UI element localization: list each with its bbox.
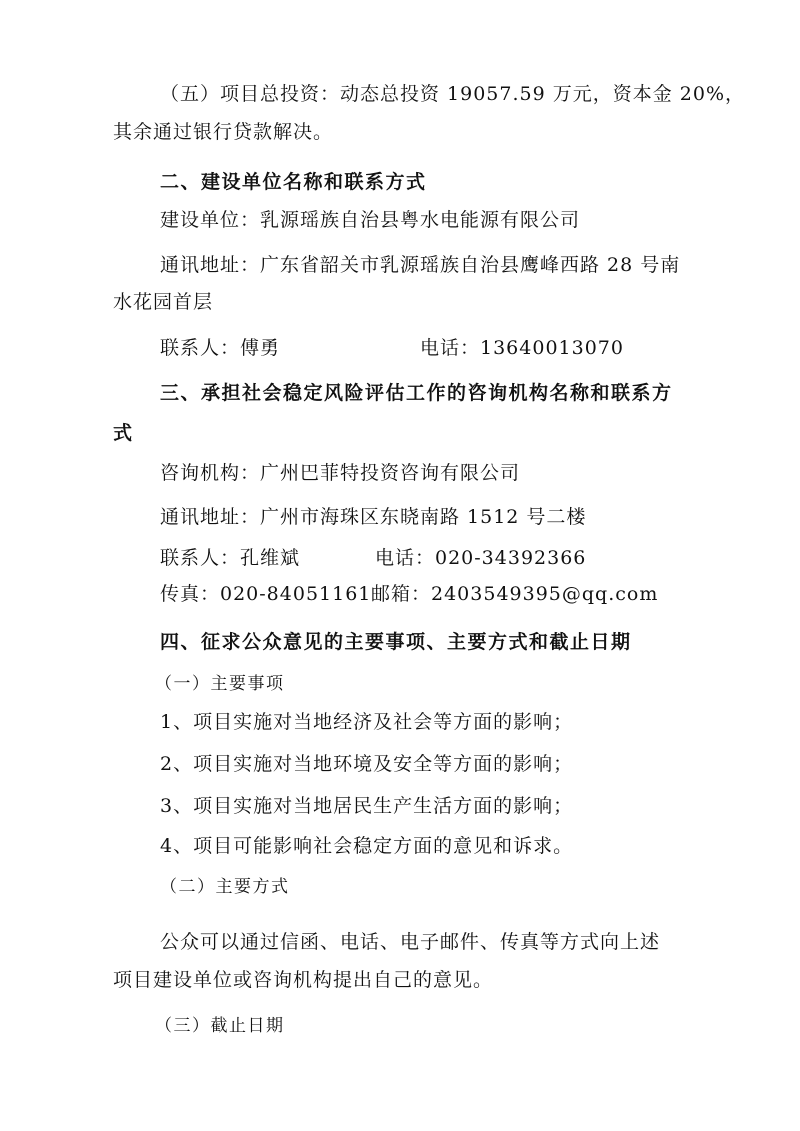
- method-line-2: 项目建设单位或咨询机构提出自己的意见。: [113, 969, 494, 991]
- list-item: 1、项目实施对当地经济及社会等方面的影响；: [160, 711, 574, 733]
- investment-line-2: 其余通过银行贷款解决。: [113, 121, 334, 143]
- method-line-1: 公众可以通过信函、电话、电子邮件、传真等方式向上述: [160, 931, 661, 953]
- section-2-heading: 二、建设单位名称和联系方式: [160, 171, 427, 193]
- unit-contact-person: 联系人：傅勇: [160, 337, 281, 359]
- agency-phone: 电话：020-34392366: [375, 547, 587, 569]
- subsection-main-items: （一）主要事项: [155, 674, 285, 694]
- list-item: 4、项目可能影响社会稳定方面的意见和诉求。: [160, 835, 574, 857]
- construction-unit: 建设单位：乳源瑶族自治县粤水电能源有限公司: [160, 209, 581, 231]
- list-item: 2、项目实施对当地环境及安全等方面的影响；: [160, 753, 574, 775]
- agency-contact-person: 联系人：孔维斌: [160, 547, 301, 569]
- section-3-heading-line-2: 式: [113, 422, 134, 444]
- unit-phone: 电话：13640013070: [420, 337, 624, 359]
- section-4-heading: 四、征求公众意见的主要事项、主要方式和截止日期: [160, 631, 632, 653]
- unit-address-line-2: 水花园首层: [113, 291, 214, 313]
- subsection-main-methods: （二）主要方式: [160, 877, 290, 897]
- investment-line-1: （五）项目总投资：动态总投资 19057.59 万元，资本金 20%，: [160, 83, 746, 105]
- agency-fax: 传真：020-84051161: [160, 583, 372, 605]
- section-3-heading-line-1: 三、承担社会稳定风险评估工作的咨询机构名称和联系方: [160, 382, 673, 404]
- unit-address-line-1: 通讯地址：广东省韶关市乳源瑶族自治县鹰峰西路 28 号南: [160, 254, 681, 276]
- list-item: 3、项目实施对当地居民生产生活方面的影响；: [160, 795, 574, 817]
- subsection-deadline: （三）截止日期: [155, 1016, 285, 1036]
- agency-email: 邮箱：2403549395@qq.com: [371, 583, 659, 605]
- agency-name: 咨询机构：广州巴菲特投资咨询有限公司: [160, 462, 521, 484]
- agency-address: 通讯地址：广州市海珠区东晓南路 1512 号二楼: [160, 506, 587, 528]
